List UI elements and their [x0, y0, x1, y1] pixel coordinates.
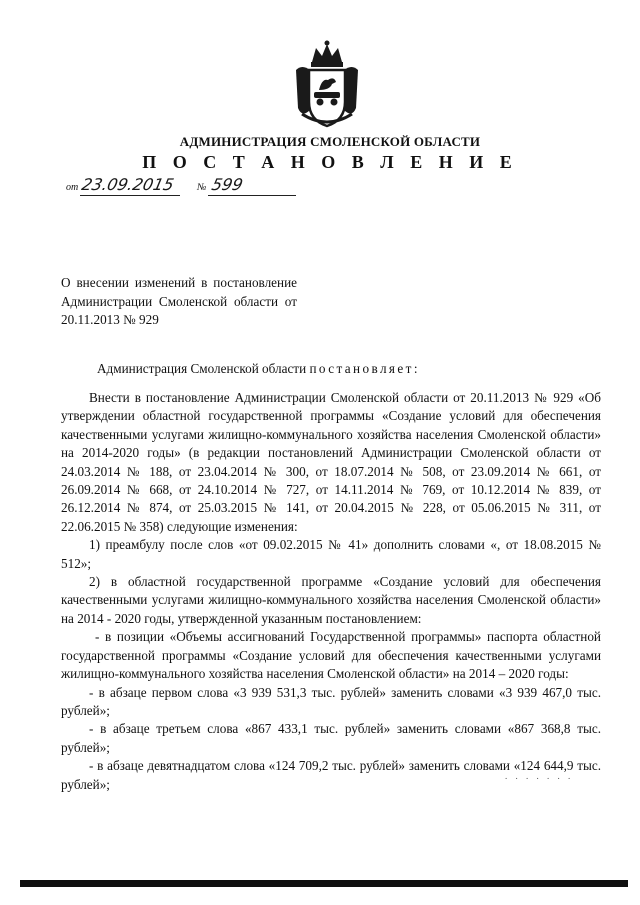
number-underline — [208, 195, 296, 196]
preamble-lead: Администрация Смоленской области — [97, 361, 310, 376]
body-paragraph: - в абзаце девятнадцатом слова «124 709,2 тыс. рублей» заменить словами «124 644,9 тыс. рублей»; — [61, 758, 601, 792]
date-prefix: от — [66, 182, 79, 193]
body-paragraph: 1) преамбулу после слов «от 09.02.2015 № 41» дополнить словами «, от 18.08.2015 № 512»; — [61, 537, 601, 571]
body-paragraph: 2) в областной государственной программе «Создание условий для обеспечения качественными услугами жилищно-коммунального хозяйства населения Смоленской области» на 2014 - 2020 годы, утвержденной указанным постановлением: — [61, 574, 601, 626]
preamble — [97, 361, 420, 377]
handwritten-number: 599 — [209, 175, 245, 194]
document-type: П О С Т А Н О В Л Е Н И Е — [142, 152, 518, 172]
body-paragraph: - в позиции «Объемы ассигнований Государственной программы» паспорта областной государственной программы «Создание условий для обеспечения качественными услугами жилищно-коммунального хозяйства населения Смоленской области» на 2014 – 2020 годы: — [61, 629, 601, 682]
body-paragraph: - в абзаце первом слова «3 939 531,3 тыс. рублей» заменить словами «3 939 467,0 тыс. рублей»; — [61, 684, 601, 718]
page-bottom-bar — [20, 880, 628, 887]
body-paragraph: Внести в постановление Администрации Смоленской области от 20.11.2013 № 929 «Об утверждении областной государственной программы «Создание условий для обеспечения качественными услугами жилищно-коммунального хозяйства населения Смоленской области» на 2014-2020 годы» (в редакции постановлений Администрации Смоленской области от 24.03.2014 № 188, от 23.04.2014 № 300, от 18.07.2014 № 508, от 23.09.2014 № 661, от 26.09.2014 № 668, от 24.10.2014 № 727, от 14.11.2014 № 769, от 10.12.2014 № 839, от 26.12.2014 № 874, от 25.03.2015 № 141, от 20.04.2015 № 228, от 05.06.2015 № 311, от 22.06.2015 № 358) следующие изменения: — [61, 390, 601, 534]
agency-name: АДМИНИСТРАЦИЯ СМОЛЕНСКОЙ ОБЛАСТИ — [179, 134, 481, 149]
scan-artifact-dots: . . . . . . . — [505, 771, 574, 781]
coat-of-arms-icon — [292, 40, 362, 130]
number-prefix: № — [197, 182, 207, 193]
body-paragraph: - в абзаце третьем слова «867 433,1 тыс. рублей» заменить словами «867 368,8 тыс. рублей»; — [61, 721, 601, 755]
handwritten-date: 23.09.2015 — [79, 175, 176, 194]
preamble-verb: постановляет: — [309, 361, 420, 376]
date-underline — [80, 195, 180, 196]
document-body — [61, 389, 601, 794]
date-number-line — [66, 175, 326, 199]
document-subject: О внесении изменений в постановление Администрации Смоленской области от 20.11.2013 № 929 — [61, 275, 297, 327]
